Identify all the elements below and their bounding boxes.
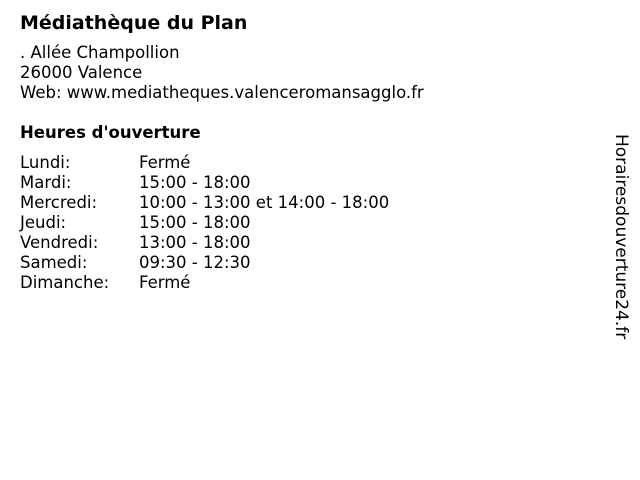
- hours-day: Mardi:: [20, 173, 72, 192]
- page-title: Médiathèque du Plan: [20, 12, 248, 34]
- address-block: [20, 43, 424, 103]
- hours-day: Dimanche:: [20, 273, 110, 292]
- hours-time: 10:00 - 13:00 et 14:00 - 18:00: [139, 193, 390, 212]
- hours-time: 09:30 - 12:30: [139, 253, 251, 272]
- address-city: 26000 Valence: [20, 63, 143, 82]
- site-watermark: Horairesdouverture24.fr: [611, 134, 631, 340]
- hours-day: Lundi:: [20, 153, 71, 172]
- hours-time: Fermé: [139, 153, 191, 172]
- hours-heading: Heures d'ouverture: [20, 123, 201, 142]
- hours-time: Fermé: [139, 273, 191, 292]
- hours-day: Vendredi:: [20, 233, 99, 252]
- address-web: Web: www.mediatheques.valenceromansagglo.fr: [20, 83, 424, 102]
- hours-day: Mercredi:: [20, 193, 98, 212]
- hours-day: Jeudi:: [20, 213, 67, 232]
- hours-time: 15:00 - 18:00: [139, 213, 251, 232]
- hours-time: 13:00 - 18:00: [139, 233, 251, 252]
- address-street: . Allée Champollion: [20, 43, 180, 62]
- hours-day: Samedi:: [20, 253, 88, 272]
- hours-time: 15:00 - 18:00: [139, 173, 251, 192]
